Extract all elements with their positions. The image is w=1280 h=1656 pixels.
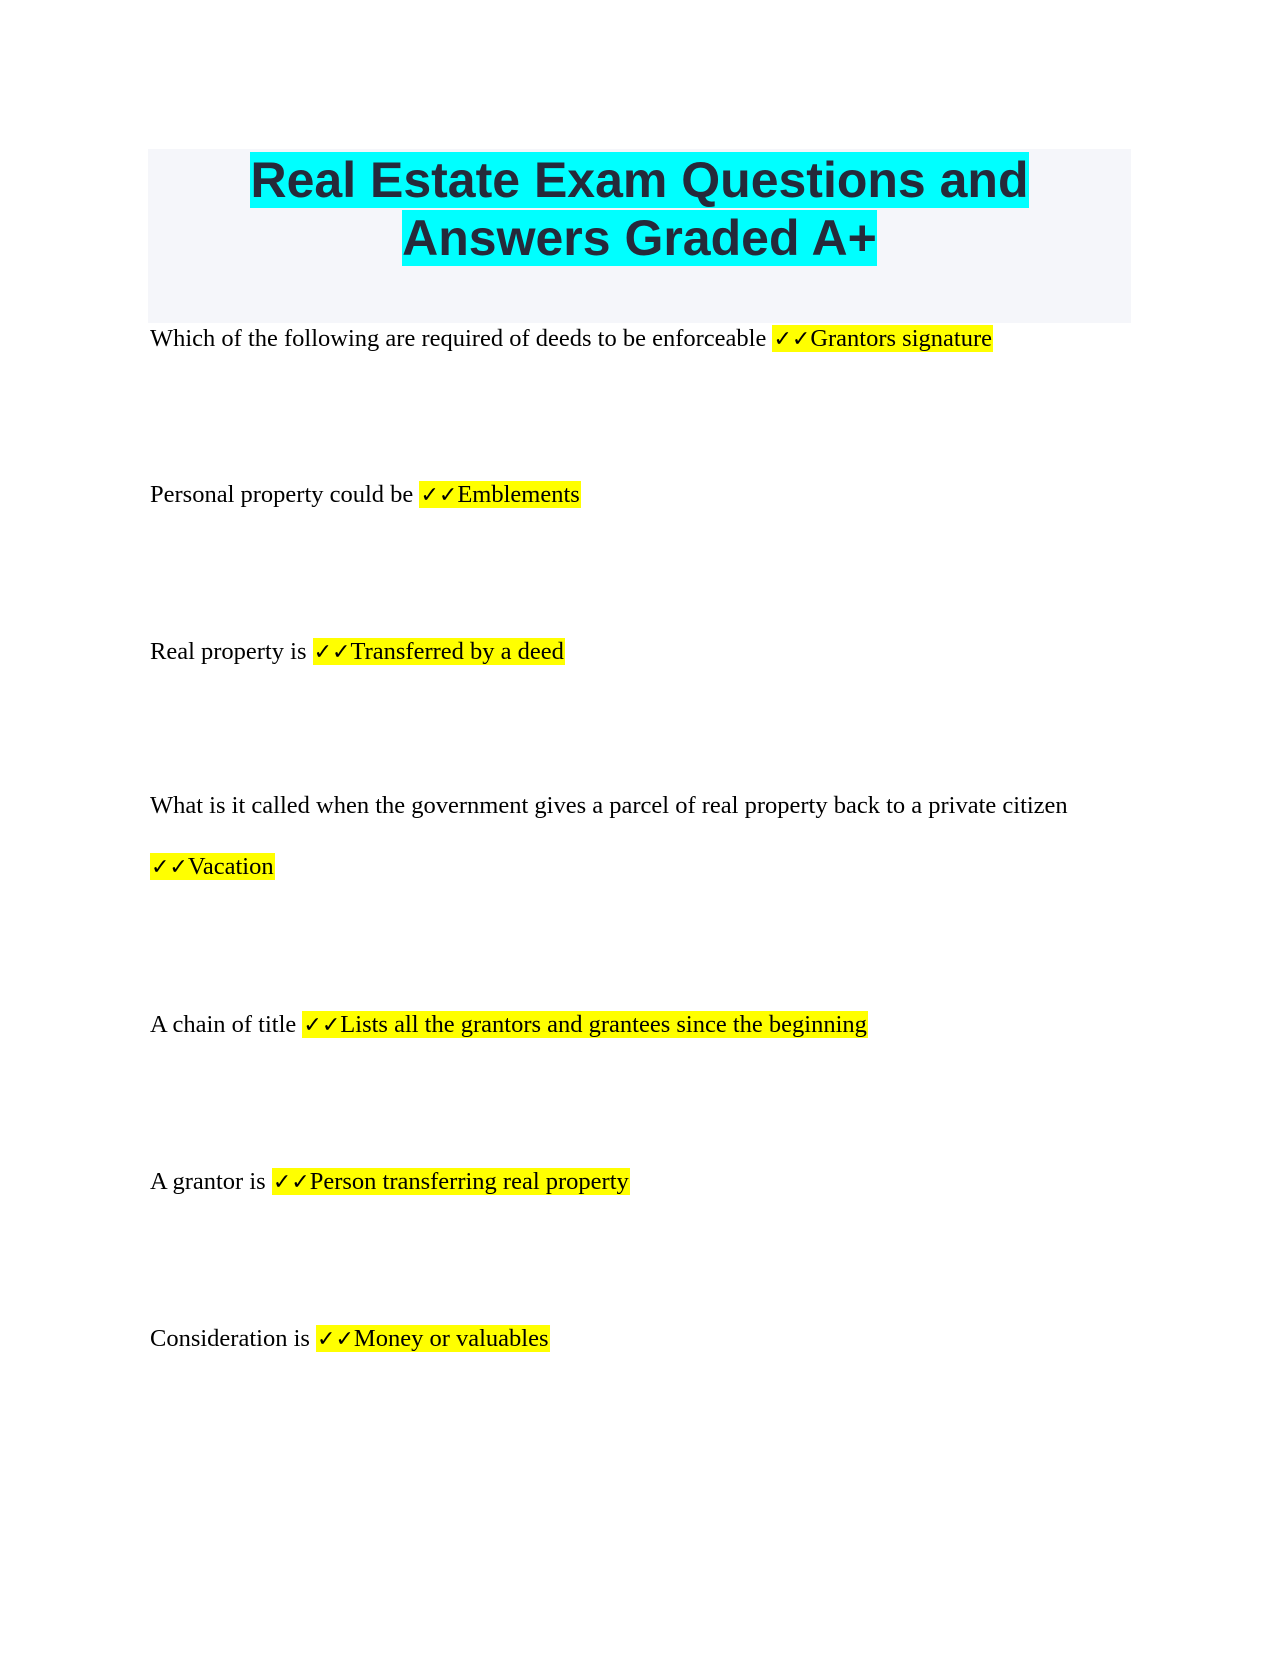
- question-text: A chain of title: [150, 1011, 297, 1038]
- page-title: [148, 149, 1131, 267]
- answer-text: Person transferring real property: [309, 1168, 629, 1195]
- qa-item-4-answer: [150, 850, 275, 885]
- double-check-icon: ✓✓: [313, 640, 351, 665]
- answer-highlight: [302, 1011, 867, 1038]
- qa-item-4-question: [150, 789, 1068, 823]
- question-text: What is it called when the government gives a parcel of real property back to a private citizen: [150, 792, 1068, 819]
- answer-text: Transferred by a deed: [350, 638, 564, 665]
- question-text: A grantor is: [150, 1168, 266, 1195]
- answer-text: Vacation: [187, 853, 274, 880]
- qa-item-1: [150, 322, 993, 357]
- title-line-2: Answers Graded A+: [402, 210, 877, 266]
- answer-highlight: [772, 325, 993, 352]
- answer-text: Money or valuables: [353, 1325, 549, 1352]
- answer-highlight: [272, 1168, 630, 1195]
- title-line-1: Real Estate Exam Questions and: [250, 152, 1029, 208]
- answer-text: Lists all the grantors and grantees since the beginning: [340, 1011, 867, 1038]
- question-text: Consideration is: [150, 1325, 310, 1352]
- double-check-icon: ✓✓: [272, 1170, 310, 1195]
- answer-text: Emblements: [457, 481, 580, 508]
- double-check-icon: ✓✓: [151, 855, 188, 880]
- double-check-icon: ✓✓: [773, 327, 811, 352]
- question-text: Real property is: [150, 638, 307, 665]
- qa-item-5: [150, 1008, 868, 1043]
- double-check-icon: ✓✓: [420, 483, 458, 508]
- qa-item-7: [150, 1322, 550, 1357]
- answer-highlight: [419, 481, 580, 508]
- question-text: Which of the following are required of deeds to be enforceable: [150, 325, 767, 352]
- double-check-icon: ✓✓: [317, 1327, 354, 1352]
- answer-text: Grantors signature: [810, 325, 992, 352]
- answer-highlight: [316, 1325, 549, 1352]
- answer-highlight: [313, 638, 565, 665]
- qa-item-2: [150, 478, 581, 513]
- qa-item-3: [150, 635, 565, 670]
- qa-item-6: [150, 1165, 630, 1200]
- double-check-icon: ✓✓: [303, 1013, 341, 1038]
- title-banner: [148, 149, 1131, 323]
- question-text: Personal property could be: [150, 481, 414, 508]
- answer-highlight: [150, 853, 275, 880]
